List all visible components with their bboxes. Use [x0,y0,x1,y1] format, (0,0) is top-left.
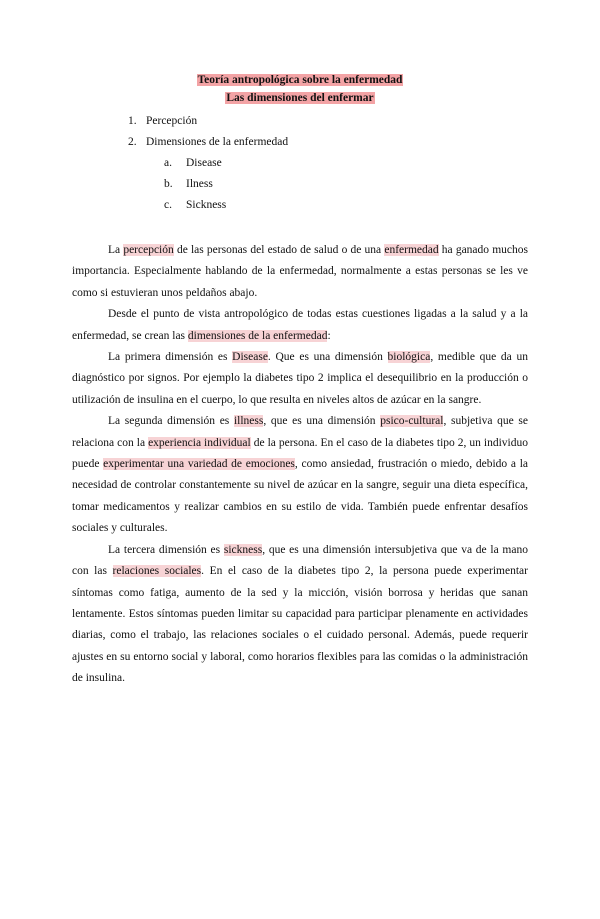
paragraph-text: de la persona. En el caso de la diabetes tipo 2, un individuo puede [72,436,528,471]
highlighted-term: experimentar una variedad de emociones [103,458,295,471]
highlighted-term: Disease [232,351,268,364]
paragraph-text: Desde el punto de vista antropológico de todas estas cuestiones ligadas a la salud y a la enfermedad, se crean las [72,308,528,342]
sub-outline-item [72,153,528,174]
highlighted-term: experiencia individual [148,436,251,449]
highlighted-term: relaciones sociales [112,565,202,578]
highlighted-term: dimensiones de la enfermedad [187,329,328,342]
topic-outline [72,111,528,216]
paragraph-text: , subjetiva que se relaciona con la [72,415,529,449]
document-body [72,240,528,690]
paragraph [72,347,528,411]
document-title [72,71,528,89]
sub-outline-label: Disease [186,157,222,169]
highlighted-term: psico-cultural [380,415,444,428]
paragraph-text: : [327,329,331,342]
paragraph-text: ha ganado muchos importancia. Especialmente hablando de la enfermedad, normalmente a estas personas se les ve como si estuvieran unos peldaños abajo. [72,244,528,299]
subtitle-highlight: Las dimensiones del enfermar [226,92,374,104]
paragraph [72,240,528,304]
paragraph-text: , como ansiedad, frustración o miedo, debido a la necesidad de controlar constantemente su nivel de azúcar en la sangre, seguir una dieta específica, tomar medicamentos y realizar cambios en su estilo de vida. También puede enfrentar desafíos sociales y culturales. [72,458,528,535]
paragraph [72,540,528,690]
paragraph-text: de las personas del estado de salud o de una [173,244,385,256]
paragraph-text: La tercera dimensión es [108,543,224,556]
highlighted-term: sickness [223,543,263,556]
paragraph-text: , medible que da un diagnóstico por signos. Por ejemplo la diabetes tipo 2 implica el desequilibrio en la producción o utilización de insulina en el cuerpo, lo que resulta en niveles altos de azúcar en la sangre. [72,351,528,406]
outline-label: Percepción [146,115,198,127]
highlighted-term: percepción [123,244,174,256]
sub-outline-item [72,174,528,195]
outline-item [72,111,528,132]
sub-outline-item [72,195,528,216]
sub-outline-label: Sickness [186,199,227,211]
outline-item [72,132,528,153]
paragraph [72,304,528,347]
paragraph-text: La [108,244,124,256]
paragraph [72,411,528,539]
sub-outline-letter: b. [164,178,173,190]
highlighted-term: enfermedad [384,244,439,256]
sub-outline-label: Ilness [186,178,213,190]
paragraph-text: , que es una dimensión [263,415,381,428]
highlighted-term: biológica [387,351,431,364]
paragraph-text: . Que es una dimensión [267,351,388,364]
document-page [0,71,600,919]
paragraph-text: La segunda dimensión es [108,415,234,428]
outline-label: Dimensiones de la enfermedad [146,136,289,148]
sub-outline-letter: a. [164,157,172,169]
paragraph-text: . En el caso de la diabetes tipo 2, la persona puede experimentar síntomas como fatiga, aumento de la sed y la micción, visión borrosa y heridas que sanan lentamente. Estos síntomas pueden limitar su capacidad para participar plenamente en actividades diarias, como el trabajo, las relaciones sociales o el cuidado personal. Además, puede requerir ajustes en su entorno social y laboral, como horarios flexibles para las comidas o la administración de insulina. [72,565,528,685]
title-highlight: Teoría antropológica sobre la enfermedad [197,74,403,86]
paragraph-text: , que es una dimensión intersubjetiva que va de la mano con las [72,543,528,578]
document-subtitle [72,89,528,107]
outline-number: 2. [128,136,137,148]
sub-outline-letter: c. [164,199,172,211]
paragraph-text: La primera dimensión es [108,351,233,364]
outline-number: 1. [128,115,137,127]
highlighted-term: illness [233,415,264,428]
